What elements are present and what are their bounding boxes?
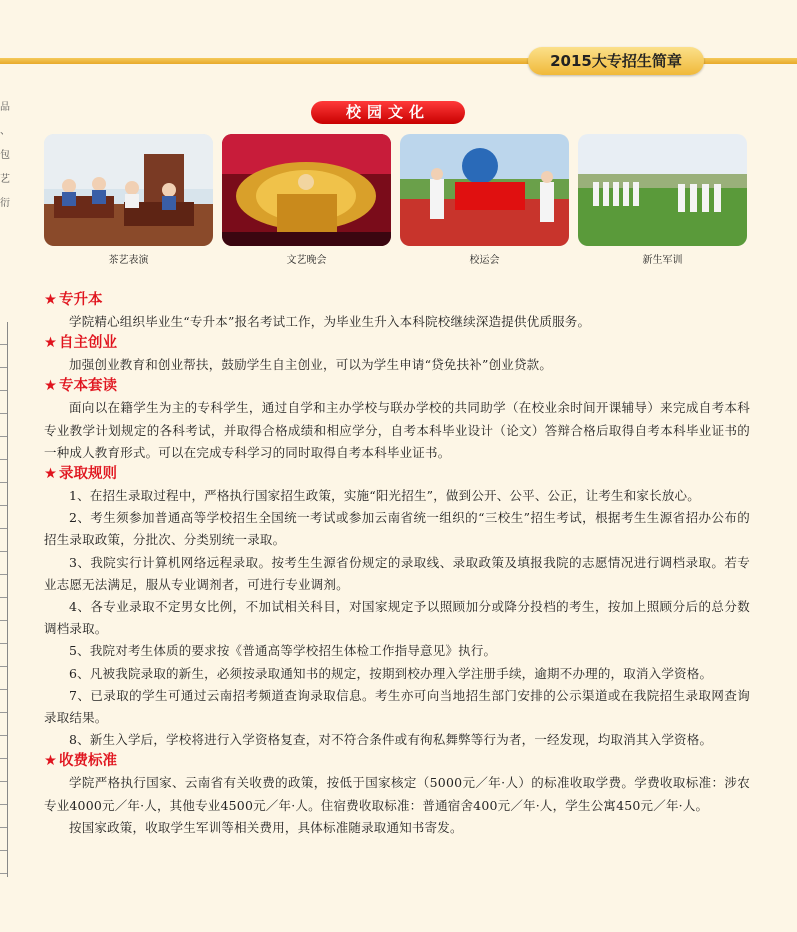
section-heading xyxy=(44,751,750,772)
photo-caption: 文艺晚会 xyxy=(286,255,327,266)
section-heading xyxy=(44,464,750,485)
margin-glyph: 、 xyxy=(0,126,10,137)
star-icon: ★ xyxy=(44,292,57,308)
photo-caption: 茶艺表演 xyxy=(108,255,149,266)
admission-rule: 7、已录取的学生可通过云南招考频道查询录取信息。考生亦可向当地招生部门安排的公示渠道或在我院招生录取网查询录取结果。 xyxy=(44,687,750,726)
section-heading-text: 收费标准 xyxy=(59,753,117,770)
section-paragraph: 加强创业教育和创业帮扶，鼓励学生自主创业，可以为学生申请“贷免扶补”创业贷款。 xyxy=(69,357,553,373)
admission-rule: 5、我院对考生体质的要求按《普通高等学校招生体检工作指导意见》执行。 xyxy=(69,643,497,659)
admission-rule: 6、凡被我院录取的新生，必须按录取通知书的规定，按期到校办理入学注册手续，逾期不办理的，取消入学资格。 xyxy=(69,665,713,681)
section-paragraph: 学院精心组织毕业生“专升本”报名考试工作，为毕业生升入本科院校继续深造提供优质服务。 xyxy=(69,314,591,329)
margin-glyphs xyxy=(0,96,10,216)
section-heading xyxy=(44,376,750,397)
margin-glyph: 包 xyxy=(0,150,10,161)
margin-glyph: 衍 xyxy=(0,198,10,209)
brochure-content xyxy=(44,290,750,839)
admission-rule: 8、新生入学后，学校将进行入学资格复查，对不符合条件或有徇私舞弊等行为者，一经发现，均取消其入学资格。 xyxy=(69,732,713,748)
section-heading-text: 专本套读 xyxy=(59,378,117,395)
section-paragraph: 面向以在籍学生为主的专科学生，通过自学和主办学校与联办学校的共同助学（在校业余时间开课辅导）来完成自考本科专业教学计划规定的各科考试，并取得合格成绩和相应学分，自考本科毕业设计（论文）答辩合格后取得自考本科毕业证书的一种成人教育形式。可以在完成专科学习的同时取得自考本科毕业证书。 xyxy=(44,400,750,460)
section-heading-text: 录取规则 xyxy=(59,466,117,483)
star-icon: ★ xyxy=(44,378,57,395)
margin-glyph: 品 xyxy=(0,102,10,113)
star-icon: ★ xyxy=(44,466,57,483)
sports-meet-photo xyxy=(400,134,569,246)
star-icon: ★ xyxy=(44,335,57,352)
photo-caption: 校运会 xyxy=(469,255,500,266)
section-heading xyxy=(44,290,750,311)
section-heading-text: 自主创业 xyxy=(59,335,117,352)
campus-culture-title: 校园文化 xyxy=(311,101,465,124)
margin-glyph: 艺 xyxy=(0,174,10,185)
tea-art-photo xyxy=(44,134,213,246)
gala-photo xyxy=(222,134,391,246)
section-paragraph: 按国家政策，收取学生军训等相关费用，具体标准随录取通知书寄发。 xyxy=(69,819,463,835)
admission-rule: 4、各专业录取不定男女比例，不加试相关科目，对国家规定予以照顾加分或降分投档的考生，按加上照顾分后的总分数调档录取。 xyxy=(44,599,750,637)
brochure-title-badge: 2015大专招生简章 xyxy=(528,47,704,75)
left-margin-rule xyxy=(0,322,8,877)
admission-rule: 3、我院实行计算机网络远程录取。按考生生源省份规定的录取线、录取政策及填报我院的志愿情况进行调档录取。若专业志愿无法满足，服从专业调剂者，可进行专业调剂。 xyxy=(44,554,750,592)
section-heading-text: 专升本 xyxy=(59,292,103,308)
admission-rule: 2、考生须参加普通高等学校招生全国统一考试或参加云南省统一组织的“三校生”招生考试，根据考生生源省招办公布的招生录取政策，分批次、分类别统一录取。 xyxy=(44,510,750,548)
section-heading xyxy=(44,333,750,354)
photo-caption: 新生军训 xyxy=(642,255,683,266)
section-paragraph: 学院严格执行国家、云南省有关收费的政策，按低于国家核定（5000元／年·人）的标准收取学费。学费收取标准：涉农专业4000元／年·人，其他专业4500元／年·人。住宿费收取标准：普通宿舍400元／年·人，学生公寓450元／年·人。 xyxy=(44,775,750,813)
admission-rule: 1、在招生录取过程中，严格执行国家招生政策，实施“阳光招生”，做到公开、公平、公正，让考生和家长放心。 xyxy=(69,488,700,504)
star-icon: ★ xyxy=(44,753,57,770)
military-training-photo xyxy=(578,134,747,246)
